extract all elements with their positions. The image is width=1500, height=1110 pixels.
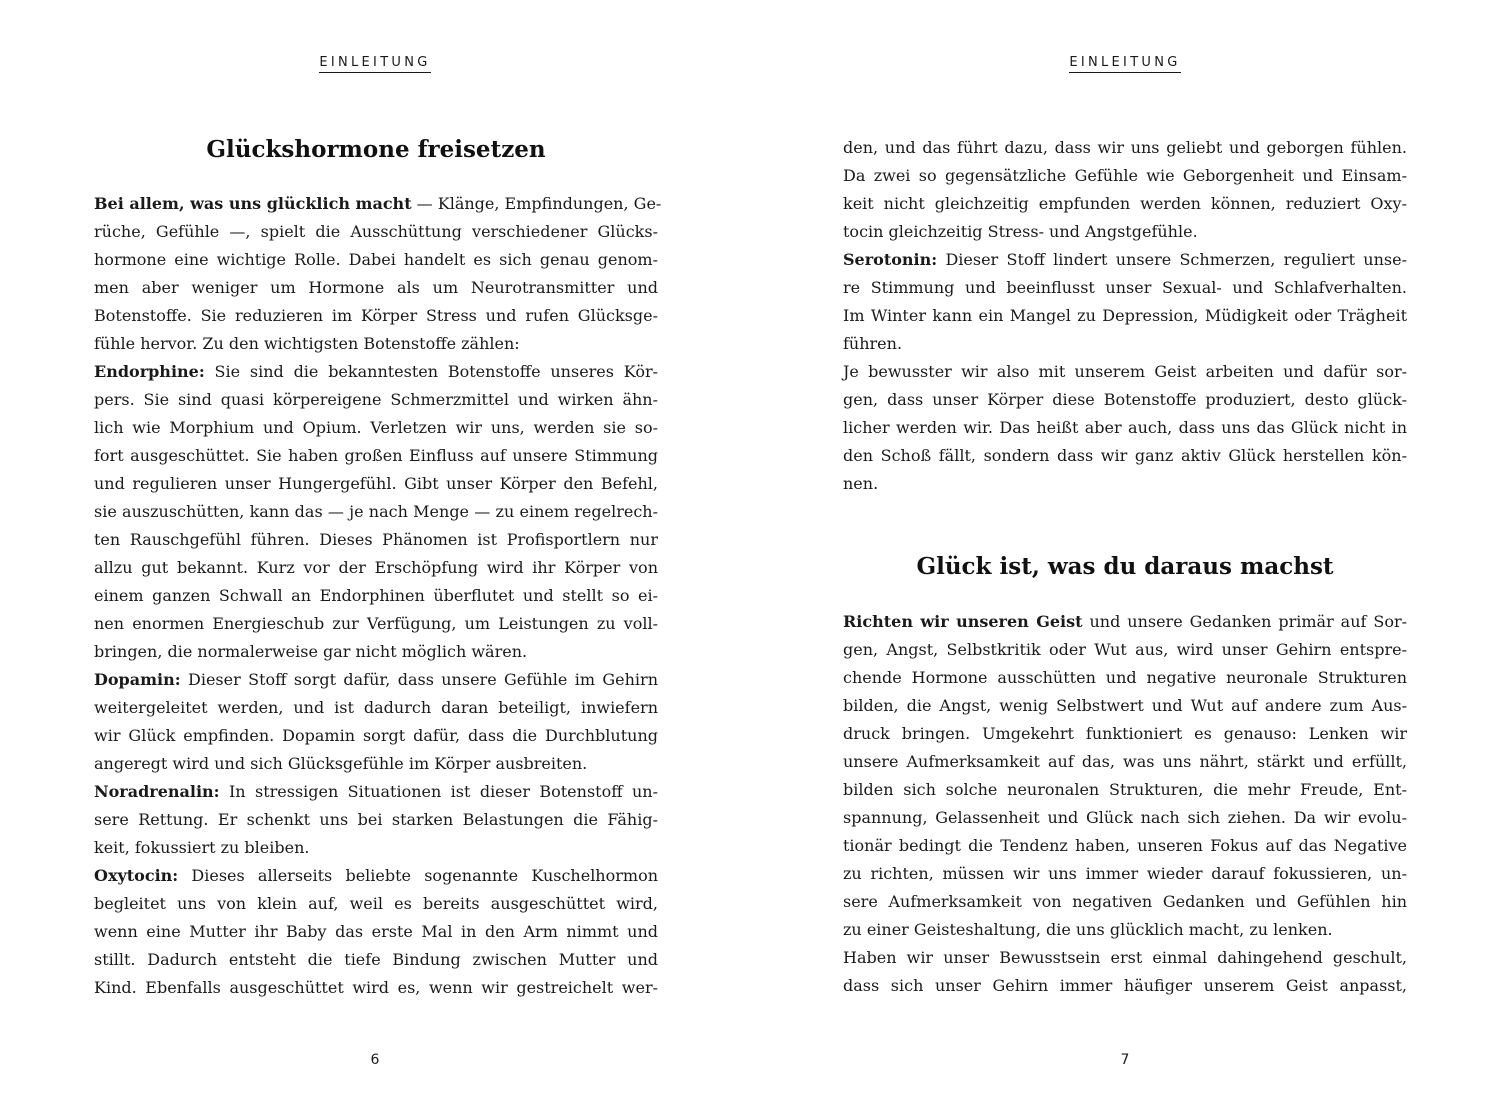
line-text: dass sich unser Gehirn immer häufiger unserem Geist anpasst,	[843, 976, 1407, 995]
text-line	[843, 330, 1407, 358]
line-text: zu einer Geisteshaltung, die uns glücklich macht, zu lenken.	[843, 920, 1333, 939]
line-text: keit nicht gleichzeitig empfunden werden können, reduziert Oxy-	[843, 194, 1407, 213]
line-text: nen enormen Energieschub zur Verfügung, um Leistungen zu voll-	[94, 614, 658, 633]
text-line	[843, 636, 1407, 664]
line-text: Kind. Ebenfalls ausgeschüttet wird es, wenn wir gestreichelt wer-	[94, 978, 658, 997]
text-line	[94, 694, 658, 722]
text-line	[843, 748, 1407, 776]
line-text: sere Aufmerksamkeit von negativen Gedanken und Gefühlen hin	[843, 892, 1407, 911]
line-text: men aber weniger um Hormone als um Neurotransmitter und	[94, 278, 658, 297]
text-line	[94, 554, 658, 582]
line-text: fühle hervor. Zu den wichtigsten Botenstoffe zählen:	[94, 334, 520, 353]
text-line	[843, 832, 1407, 860]
text-line	[94, 722, 658, 750]
text-line	[843, 470, 1407, 498]
line-text: druck bringen. Umgekehrt funktioniert es genauso: Lenken wir	[843, 724, 1407, 743]
text-line	[843, 608, 1407, 636]
text-line	[843, 442, 1407, 470]
text-line	[94, 526, 658, 554]
line-text: Da zwei so gegensätzliche Gefühle wie Geborgenheit und Einsam-	[843, 166, 1407, 185]
text-line	[843, 358, 1407, 386]
line-text: allzu gut bekannt. Kurz vor der Erschöpfung wird ihr Körper von	[94, 558, 658, 577]
line-text: gen, dass unser Körper diese Botenstoffe produziert, desto glück-	[843, 390, 1407, 409]
text-line	[94, 330, 658, 358]
text-line	[94, 974, 658, 1002]
text-line	[843, 860, 1407, 888]
text-line	[94, 386, 658, 414]
text-line	[843, 246, 1407, 274]
text-line	[94, 218, 658, 246]
line-text: pers. Sie sind quasi körpereigene Schmerzmittel und wirken ähn-	[94, 390, 658, 409]
line-text: tionär bedingt die Tendenz haben, unseren Fokus auf das Negative	[843, 836, 1407, 855]
text-line	[843, 776, 1407, 804]
bold-lead-in: Bei allem, was uns glücklich macht	[94, 194, 412, 213]
bold-lead-in: Endorphine:	[94, 362, 205, 381]
text-line	[843, 134, 1407, 162]
text-line	[94, 498, 658, 526]
body-text	[843, 608, 1407, 1000]
line-text: licher werden wir. Das heißt aber auch, dass uns das Glück nicht in	[843, 418, 1407, 437]
line-text: wenn eine Mutter ihr Baby das erste Mal in den Arm nimmt und	[94, 922, 658, 941]
line-text: den Schoß fällt, sondern dass wir ganz aktiv Glück herstellen kön-	[843, 446, 1407, 465]
text-line	[94, 414, 658, 442]
text-line	[843, 386, 1407, 414]
text-line	[843, 302, 1407, 330]
line-text: fort ausgeschüttet. Sie haben großen Einfluss auf unsere Stimmung	[94, 446, 658, 465]
bold-lead-in: Dopamin:	[94, 670, 181, 689]
text-line	[843, 720, 1407, 748]
line-text: weitergeleitet werden, und ist dadurch daran beteiligt, inwiefern	[94, 698, 658, 717]
bold-lead-in: Oxytocin:	[94, 866, 179, 885]
line-text: sie auszuschütten, kann das — je nach Menge — zu einem regelrech-	[94, 502, 658, 521]
text-line	[843, 944, 1407, 972]
line-text: Haben wir unser Bewusstsein erst einmal dahingehend geschult,	[843, 948, 1407, 967]
line-text: Im Winter kann ein Mangel zu Depression, Müdigkeit oder Trägheit	[843, 306, 1407, 325]
body-text-continued	[843, 134, 1407, 498]
text-line	[843, 274, 1407, 302]
line-text: re Stimmung und beeinflusst unser Sexual- und Schlafverhalten.	[843, 278, 1407, 297]
text-line	[94, 918, 658, 946]
body-text	[94, 190, 662, 1002]
running-head: EINLEITUNG	[0, 55, 750, 73]
text-line	[843, 190, 1407, 218]
text-line	[94, 582, 658, 610]
line-text: — Klänge, Empfindungen, Ge-	[411, 194, 662, 213]
bold-lead-in: Serotonin:	[843, 250, 938, 269]
line-text: den, und das führt dazu, dass wir uns geliebt und geborgen fühlen.	[843, 138, 1407, 157]
line-text: gen, Angst, Selbstkritik oder Wut aus, wird unser Gehirn entspre-	[843, 640, 1407, 659]
text-line	[94, 638, 658, 666]
text-line	[94, 834, 658, 862]
text-line	[94, 946, 658, 974]
right-page	[750, 0, 1500, 1110]
bold-lead-in: Richten wir unseren Geist	[843, 612, 1083, 631]
text-line	[94, 862, 658, 890]
text-line	[843, 162, 1407, 190]
section-heading: Glückshormone freisetzen	[206, 136, 546, 163]
page-number: 7	[1120, 1052, 1130, 1068]
line-text: Dieses allerseits beliebte sogenannte Kuschelhormon	[178, 866, 658, 885]
line-text: zu richten, müssen wir uns immer wieder darauf fokussieren, un-	[843, 864, 1407, 883]
line-text: begleitet uns von klein auf, weil es bereits ausgeschüttet wird,	[94, 894, 658, 913]
text-line	[94, 806, 658, 834]
running-head: EINLEITUNG	[750, 55, 1500, 73]
heading-block	[843, 553, 1407, 581]
text-line	[843, 692, 1407, 720]
line-text: Je bewusster wir also mit unserem Geist arbeiten und dafür sor-	[843, 362, 1407, 381]
text-line	[94, 470, 658, 498]
line-text: lich wie Morphium und Opium. Verletzen wir uns, werden sie so-	[94, 418, 658, 437]
line-text: nen.	[843, 474, 879, 493]
heading-block	[94, 136, 658, 164]
text-line	[843, 888, 1407, 916]
text-line	[94, 666, 658, 694]
line-text: unsere Aufmerksamkeit auf das, was uns nährt, stärkt und erfüllt,	[843, 752, 1407, 771]
line-text: Dieser Stoff lindert unsere Schmerzen, reguliert unse-	[937, 250, 1407, 269]
line-text: In stressigen Situationen ist dieser Botenstoff un-	[219, 782, 658, 801]
text-line	[94, 610, 658, 638]
text-line	[94, 778, 658, 806]
line-text: spannung, Gelassenheit und Glück nach sich ziehen. Da wir evolu-	[843, 808, 1407, 827]
line-text: chende Hormone ausschütten und negative neuronale Strukturen	[843, 668, 1407, 687]
text-line	[94, 358, 658, 386]
line-text: und unsere Gedanken primär auf Sor-	[1082, 612, 1408, 631]
line-text: Botenstoffe. Sie reduzieren im Körper Stress und rufen Glücksge-	[94, 306, 658, 325]
text-line	[94, 274, 658, 302]
line-text: tocin gleichzeitig Stress- und Angstgefühle.	[843, 222, 1198, 241]
text-line	[94, 442, 658, 470]
text-line	[843, 414, 1407, 442]
line-text: führen.	[843, 334, 903, 353]
line-text: Dieser Stoff sorgt dafür, dass unsere Gefühle im Gehirn	[180, 670, 658, 689]
line-text: bilden sich solche neuronalen Strukturen, die mehr Freude, Ent-	[843, 780, 1407, 799]
text-line	[94, 302, 658, 330]
line-text: rüche, Gefühle —, spielt die Ausschüttung verschiedener Glücks-	[94, 222, 658, 241]
text-line	[843, 804, 1407, 832]
line-text: sere Rettung. Er schenkt uns bei starken Belastungen die Fähig-	[94, 810, 658, 829]
line-text: und regulieren unser Hungergefühl. Gibt unser Körper den Befehl,	[94, 474, 658, 493]
line-text: keit, fokussiert zu bleiben.	[94, 838, 310, 857]
page-number: 6	[370, 1052, 380, 1068]
bold-lead-in: Noradrenalin:	[94, 782, 220, 801]
text-line	[94, 750, 658, 778]
line-text: ten Rauschgefühl führen. Dieses Phänomen ist Profisportlern nur	[94, 530, 658, 549]
text-line	[94, 890, 658, 918]
text-line	[843, 972, 1407, 1000]
text-line	[843, 916, 1407, 944]
text-line	[843, 218, 1407, 246]
text-line	[843, 664, 1407, 692]
line-text: einem ganzen Schwall an Endorphinen überflutet und stellt so ei-	[94, 586, 658, 605]
line-text: hormone eine wichtige Rolle. Dabei handelt es sich genau genom-	[94, 250, 658, 269]
text-line	[94, 190, 662, 218]
line-text: stillt. Dadurch entsteht die tiefe Bindung zwischen Mutter und	[94, 950, 658, 969]
line-text: Sie sind die bekanntesten Botenstoffe unseres Kör-	[204, 362, 658, 381]
line-text: bringen, die normalerweise gar nicht möglich wären.	[94, 642, 528, 661]
line-text: bilden, die Angst, wenig Selbstwert und Wut auf andere zum Aus-	[843, 696, 1407, 715]
section-heading: Glück ist, was du daraus machst	[916, 553, 1334, 580]
text-line	[94, 246, 658, 274]
line-text: angeregt wird und sich Glücksgefühle im Körper ausbreiten.	[94, 754, 588, 773]
line-text: wir Glück empfinden. Dopamin sorgt dafür, dass die Durchblutung	[94, 726, 658, 745]
